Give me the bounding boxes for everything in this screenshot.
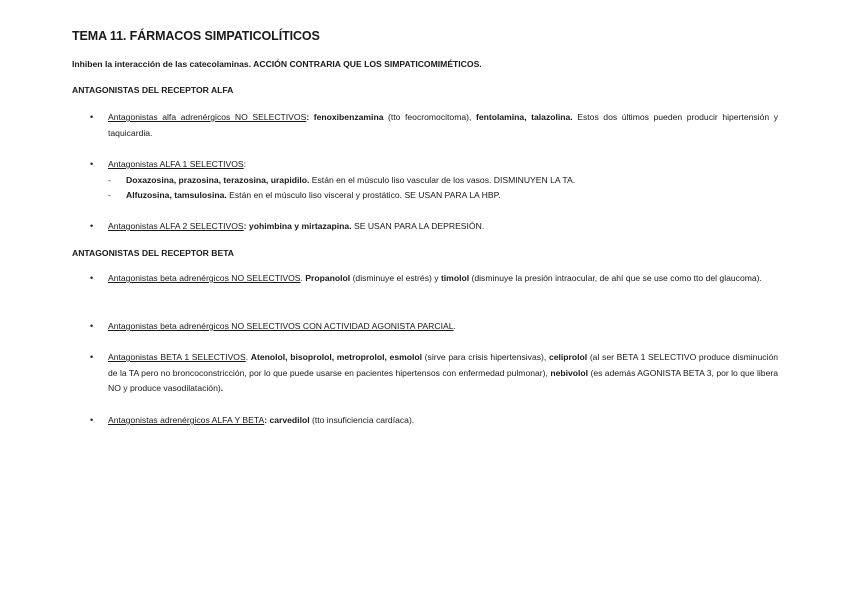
- list-item-beta1-selective: [90, 350, 778, 397]
- item-text: [108, 219, 778, 235]
- text-run: Están en el músculo liso vascular de los vasos. DISMINUYEN LA TA.: [309, 174, 576, 185]
- item-text: [108, 271, 778, 287]
- bullet-glyph: •: [90, 159, 94, 169]
- text-run: (al ser BETA 1 SELECTIVO produce disminución de la TA pero no broncoconstricción, por lo que puede usarse en pacientes hipertensos con enfermedad pulmonar),: [108, 352, 779, 378]
- drug-class-label: Antagonistas alfa adrenérgicos NO SELECTIVOS: [108, 112, 307, 122]
- bullet-glyph: •: [90, 273, 94, 283]
- text-run: (disminuye la presión intraocular, de ahí que se use como tto del glaucoma).: [469, 273, 762, 283]
- text-run: (tto insuficiencia cardíaca).: [309, 415, 415, 425]
- item-text: [108, 110, 778, 141]
- dash-glyph: -: [108, 190, 111, 200]
- section-heading-beta: ANTAGONISTAS DEL RECEPTOR BETA: [72, 248, 235, 258]
- drug-names: celiprolol: [548, 352, 588, 362]
- bullet-glyph: •: [90, 352, 94, 362]
- drug-names: Alfuzosina, tamsulosina.: [126, 190, 227, 200]
- text-run: .: [453, 321, 456, 331]
- text-run: Estos dos últimos pueden producir hipertensión y taquicardia.: [108, 112, 779, 138]
- drug-class-label: Antagonistas beta adrenérgicos NO SELECTIVOS CON ACTIVIDAD AGONISTA PARCIAL: [108, 321, 454, 331]
- drug-names: Doxazosina, prazosina, terazosina, urapidilo.: [126, 174, 310, 185]
- text-run: Están en el músculo liso visceral y prostático. SE USAN PARA LA HBP.: [226, 190, 501, 200]
- list-item-alpha-beta: [90, 413, 778, 429]
- drug-names: : carvedilol: [264, 415, 310, 425]
- drug-class-label: Antagonistas adrenérgicos ALFA Y BETA: [108, 415, 265, 425]
- intro-paragraph: Inhiben la interacción de las catecolaminas. ACCIÓN CONTRARIA QUE LOS SIMPATICOMIMÉTICOS.: [72, 59, 482, 69]
- drug-names: Atenolol, bisoprolol, metroprolol, esmolol: [250, 352, 423, 362]
- list-item-beta-nonselective: [90, 271, 778, 287]
- item-text: [108, 157, 778, 173]
- drug-class-label: Antagonistas ALFA 2 SELECTIVOS: [108, 221, 244, 231]
- list-item-alpha-nonselective: [90, 110, 778, 141]
- text-run: .: [220, 383, 224, 393]
- sub-item: [108, 173, 778, 189]
- text-run: :: [243, 159, 247, 169]
- text-run: (sirve para crisis hipertensivas),: [422, 352, 549, 362]
- text-run: (tto feocromocitoma),: [383, 112, 476, 122]
- drug-names: fentolamina, talazolina.: [475, 112, 573, 122]
- drug-names: : yohimbina y mirtazapina.: [243, 221, 352, 231]
- document-title: TEMA 11. FÁRMACOS SIMPATICOLÍTICOS: [72, 29, 320, 43]
- text-run: SE USAN PARA LA DEPRESIÓN.: [351, 221, 485, 231]
- list-item-alpha2-selective: [90, 219, 778, 235]
- drug-class-label: Antagonistas ALFA 1 SELECTIVOS: [108, 159, 244, 169]
- section-heading-alpha: ANTAGONISTAS DEL RECEPTOR ALFA: [72, 85, 234, 95]
- item-text: [108, 319, 778, 335]
- list-item-beta-partial-agonist: [90, 319, 778, 335]
- list-item-alpha1-selective: [90, 157, 778, 204]
- drug-class-label: Antagonistas beta adrenérgicos NO SELECTIVOS: [108, 273, 301, 283]
- sub-item: [108, 188, 778, 204]
- dash-glyph: -: [108, 174, 111, 185]
- text-run: (disminuye el estrés) y: [350, 273, 441, 283]
- bullet-glyph: •: [90, 221, 94, 231]
- drug-class-label: Antagonistas BETA 1 SELECTIVOS: [108, 352, 246, 362]
- drug-names: Propanolol: [305, 273, 351, 283]
- text-run: .: [300, 273, 306, 283]
- bullet-glyph: •: [90, 415, 94, 425]
- item-text: [108, 413, 778, 429]
- bullet-glyph: •: [90, 321, 94, 331]
- text-run: (es además AGONISTA BETA 3, por lo que libera NO y produce vasodilatación): [108, 367, 778, 393]
- drug-names: fenoxibenzamina: [313, 112, 384, 122]
- text-run: :: [306, 112, 314, 122]
- drug-names: nebivolol: [550, 367, 589, 378]
- bullet-glyph: •: [90, 112, 94, 122]
- item-text: [108, 350, 778, 397]
- drug-names: timolol: [440, 273, 470, 283]
- text-run: .: [245, 352, 251, 362]
